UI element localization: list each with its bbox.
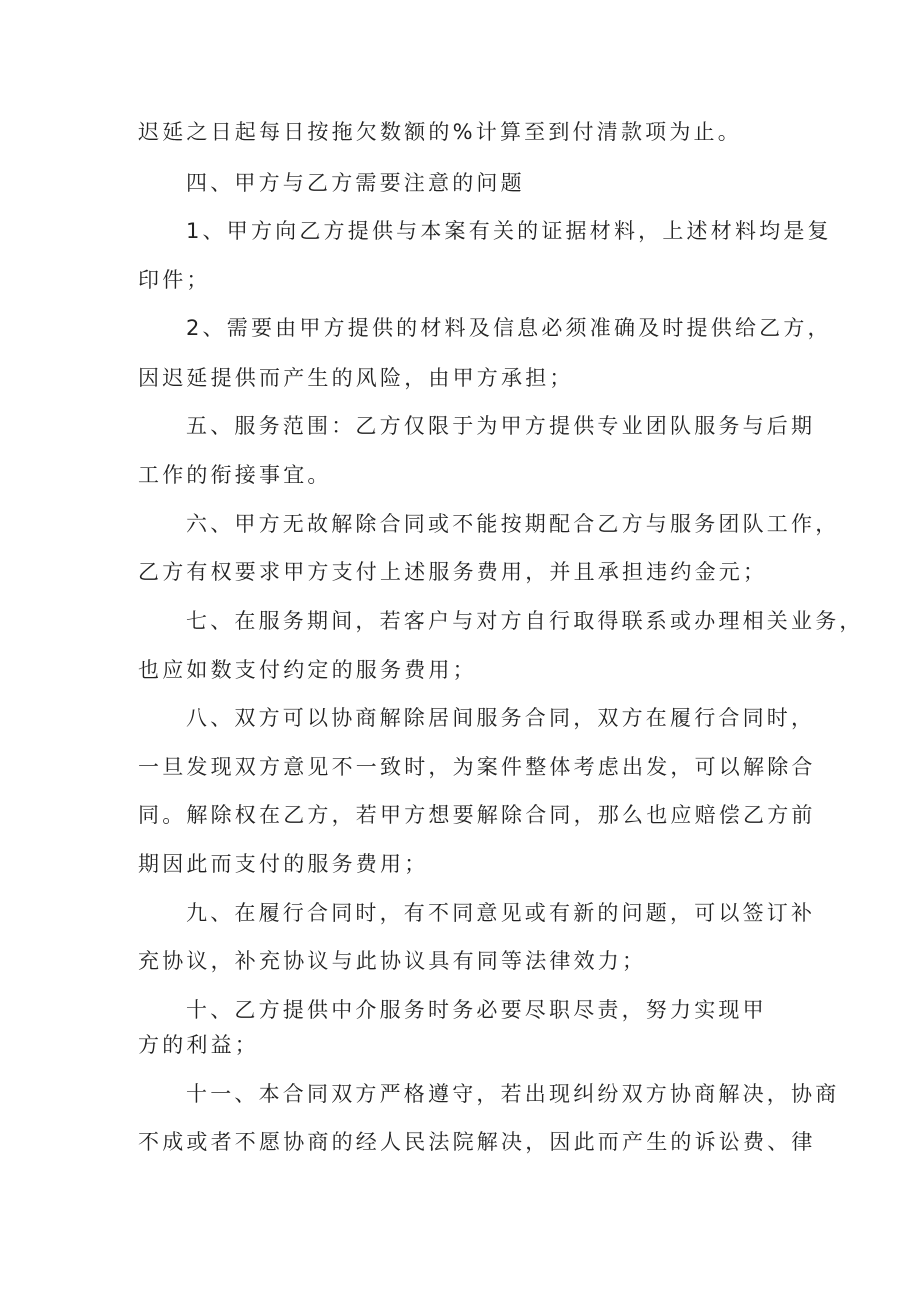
- body-text-line: 十、乙方提供中介服务时务必要尽职尽责，努力实现甲: [186, 998, 767, 1022]
- body-text-line: 六、甲方无故解除合同或不能按期配合乙方与服务团队工作，: [186, 512, 840, 536]
- body-text-line: 1、甲方向乙方提供与本案有关的证据材料，上述材料均是复: [186, 219, 832, 243]
- body-text-line: 2、需要由甲方提供的材料及信息必须准确及时提供给乙方，: [186, 316, 832, 340]
- body-text-line: 也应如数支付约定的服务费用；: [138, 658, 477, 682]
- body-text-line: 五、服务范围：乙方仅限于为甲方提供专业团队服务与后期: [186, 414, 816, 438]
- body-text-line: 八、双方可以协商解除居间服务合同，双方在履行合同时，: [186, 706, 816, 730]
- section-heading: 四、甲方与乙方需要注意的问题: [186, 171, 525, 195]
- body-text-line: 乙方有权要求甲方支付上述服务费用，并且承担违约金元；: [138, 560, 768, 584]
- body-text-line: 方的利益；: [138, 1033, 259, 1057]
- body-text-line: 印件；: [138, 268, 211, 292]
- body-text-line: 因迟延提供而产生的风险，由甲方承担；: [138, 366, 574, 390]
- body-text-line: 工作的衔接事宜。: [138, 463, 332, 487]
- body-text-line: 七、在服务期间，若客户与对方自行取得联系或办理相关业务，: [186, 609, 864, 633]
- body-text-line: 同。解除权在乙方，若甲方想要解除合同，那么也应赔偿乙方前: [138, 803, 816, 827]
- body-text-line: 九、在履行合同时，有不同意见或有新的问题，可以签订补: [186, 901, 816, 925]
- body-text-line: 期因此而支付的服务费用；: [138, 852, 429, 876]
- body-text-line: 迟延之日起每日按拖欠数额的%计算至到付清款项为止。: [138, 120, 742, 144]
- body-text-line: 充协议，补充协议与此协议具有同等法律效力；: [138, 949, 647, 973]
- body-text-line: 十一、本合同双方严格遵守，若出现纠纷双方协商解决，协商: [186, 1082, 840, 1106]
- body-text-line: 不成或者不愿协商的经人民法院解决，因此而产生的诉讼费、律: [138, 1130, 816, 1154]
- body-text-line: 一旦发现双方意见不一致时，为案件整体考虑出发，可以解除合: [138, 755, 816, 779]
